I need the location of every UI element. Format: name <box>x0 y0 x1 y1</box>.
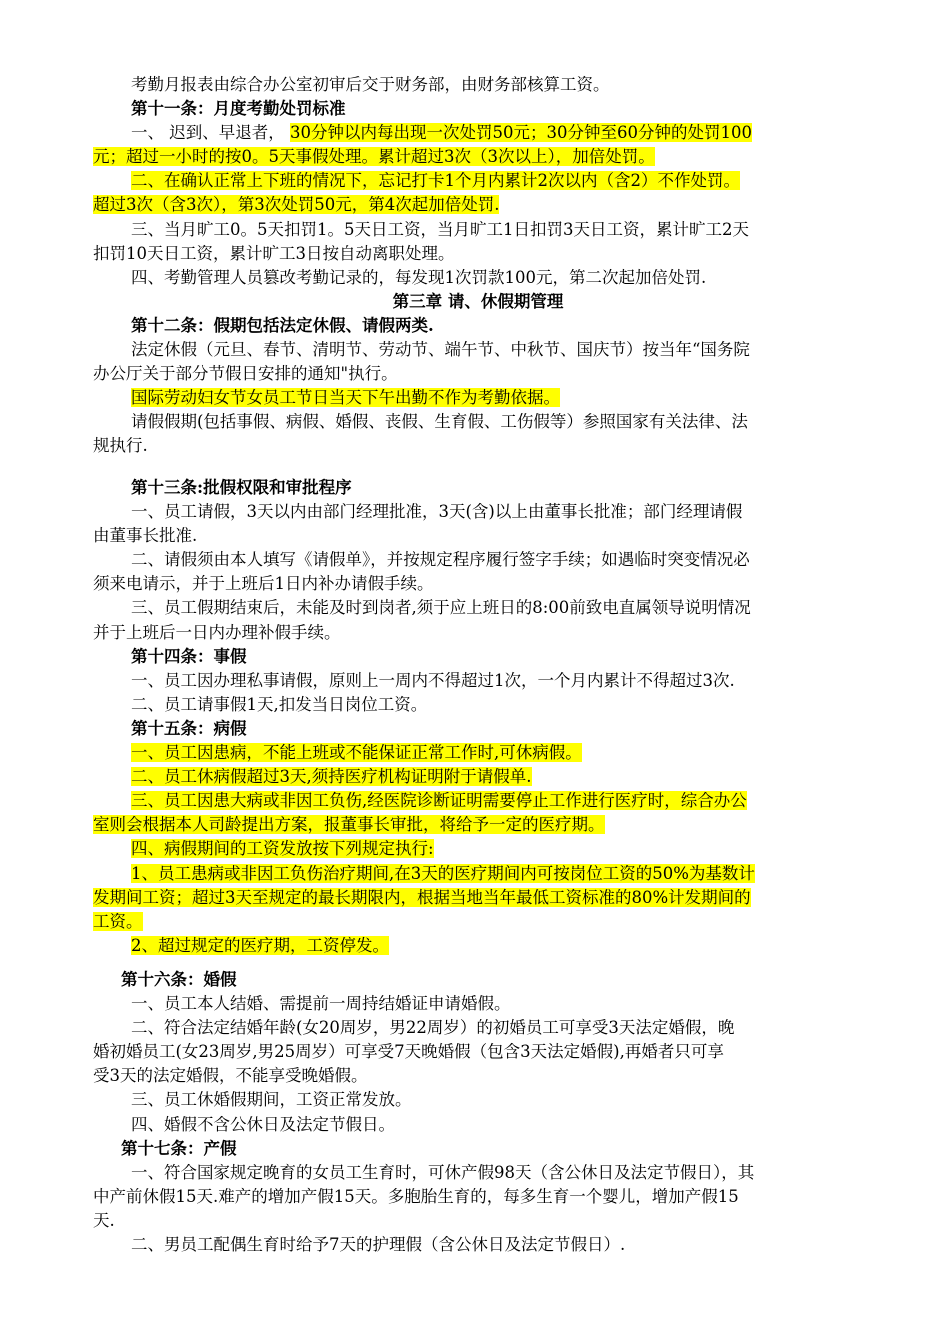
paragraph-line: 四、婚假不含公休日及法定节假日。 <box>131 1114 395 1134</box>
paragraph-line <box>93 837 863 861</box>
article-heading: 第十五条：病假 <box>131 718 247 738</box>
paragraph-line <box>93 741 863 765</box>
highlighted-text: 2、超过规定的医疗期，工资停发。 <box>131 935 389 955</box>
text-block <box>93 476 863 958</box>
paragraph-line <box>93 789 863 813</box>
paragraph-line: 受3天的法定婚假，不能享受晚婚假。 <box>93 1066 368 1086</box>
highlighted-text: 二、在确认正常上下班的情况下，忘记打卡1个月内累计2次以内（含2）不作处罚。 <box>131 171 740 191</box>
paragraph-line: 天. <box>93 1210 115 1230</box>
paragraph-line: 婚初婚员工(女23周岁,男25周岁）可享受7天晚婚假（包含3天法定婚假),再婚者只可享 <box>93 1042 724 1062</box>
highlighted-text: 超过3次（含3次），第3次处罚50元，第4次起加倍处罚. <box>93 195 500 215</box>
paragraph-line <box>93 145 863 169</box>
highlighted-text: 一、员工因患病，不能上班或不能保证正常工作时,可休病假。 <box>131 743 582 763</box>
article-heading: 第十四条：事假 <box>131 646 247 666</box>
paragraph-line: 一、员工因办理私事请假，原则上一周内不得超过1次，一个月内累计不得超过3次. <box>131 670 735 690</box>
paragraph-line <box>93 169 863 193</box>
highlighted-text: 二、员工休病假超过3天,须持医疗机构证明附于请假单. <box>131 767 532 787</box>
paragraph-line <box>93 862 863 886</box>
highlighted-text: 室则会根据本人司龄提出方案，报董事长审批，将给予一定的医疗期。 <box>93 815 605 835</box>
paragraph-line <box>93 813 863 837</box>
paragraph-line <box>93 386 863 410</box>
text-block <box>93 968 863 1257</box>
highlighted-text: 工资。 <box>93 911 143 931</box>
article-heading: 第十六条：婚假 <box>121 970 237 989</box>
article-heading: 第十一条：月度考勤处罚标准 <box>131 99 346 119</box>
paragraph-line: 二、男员工配偶生育时给予7天的护理假（含公休日及法定节假日）. <box>131 1235 626 1255</box>
paragraph-line: 扣罚10天日工资，累计旷工3日按自动离职处理。 <box>93 243 455 263</box>
line-text: 一、 迟到、早退者， <box>131 123 290 143</box>
paragraph-line: 须来电请示，并于上班后1日内补办请假手续。 <box>93 574 434 594</box>
paragraph-line <box>93 934 863 958</box>
highlighted-text: 四、病假期间的工资发放按下列规定执行: <box>131 839 434 859</box>
paragraph-line <box>93 886 863 910</box>
paragraph-line: 一、员工本人结婚、需提前一周持结婚证申请婚假。 <box>131 994 511 1014</box>
paragraph-line <box>93 910 863 934</box>
paragraph-line: 法定休假（元旦、春节、清明节、劳动节、端午节、中秋节、国庆节）按当年“国务院 <box>131 340 750 360</box>
paragraph-line: 请假假期(包括事假、病假、婚假、丧假、生育假、工伤假等）参照国家有关法律、法 <box>131 412 748 432</box>
paragraph-line: 三、当月旷工0。5天扣罚1。5天日工资，当月旷工1日扣罚3天日工资，累计旷工2天 <box>131 219 749 239</box>
highlighted-text: 元；超过一小时的按0。5天事假处理。累计超过3次（3次以上），加倍处罚。 <box>93 147 655 167</box>
paragraph-line: 一、员工请假，3天以内由部门经理批准，3天(含)以上由董事长批准；部门经理请假 <box>131 502 743 522</box>
paragraph-line: 由董事长批准. <box>93 526 198 546</box>
paragraph-line: 规执行. <box>93 436 148 456</box>
text-block <box>93 73 863 459</box>
paragraph-line <box>93 765 863 789</box>
paragraph-line <box>93 193 863 217</box>
paragraph-line <box>93 121 863 145</box>
paragraph-line: 二、请假须由本人填写《请假单》，并按规定程序履行签字手续；如遇临时突变情况必 <box>131 550 750 570</box>
highlighted-text: 30分钟以内每出现一次处罚50元；30分钟至60分钟的处罚100 <box>290 123 752 143</box>
paragraph-line: 三、员工休婚假期间，工资正常发放。 <box>131 1090 412 1110</box>
chapter-heading: 第三章 请、休假期管理 <box>392 291 564 311</box>
paragraph-line: 一、符合国家规定晚育的女员工生育时，可休产假98天（含公休日及法定节假日），其 <box>131 1162 755 1182</box>
paragraph-line: 考勤月报表由综合办公室初审后交于财务部，由财务部核算工资。 <box>131 75 610 94</box>
highlighted-text: 三、员工因患大病或非因工负伤,经医院诊断证明需要停止工作进行医疗时，综合办公 <box>131 791 747 811</box>
paragraph-line: 中产前休假15天.难产的增加产假15天。多胞胎生育的，每多生育一个婴儿，增加产假15 <box>93 1186 739 1206</box>
paragraph-line: 办公厅关于部分节假日安排的通知"执行。 <box>93 364 398 384</box>
article-heading: 第十二条：假期包括法定休假、请假两类. <box>131 315 434 335</box>
article-heading: 第十三条:批假权限和审批程序 <box>131 478 352 497</box>
highlighted-text: 发期间工资；超过3天至规定的最长期限内，根据当地当年最低工资标准的80%计发期间的 <box>93 887 751 907</box>
highlighted-text: 国际劳动妇女节女员工节日当天下午出勤不作为考勤依据。 <box>131 388 560 408</box>
highlighted-text: 1、员工患病或非因工负伤治疗期间,在3天的医疗期间内可按岗位工资的50%为基数计 <box>131 863 755 883</box>
paragraph-line: 二、员工请事假1天,扣发当日岗位工资。 <box>131 694 428 714</box>
paragraph-line: 并于上班后一日内办理补假手续。 <box>93 622 341 642</box>
paragraph-line: 四、考勤管理人员篡改考勤记录的，每发现1次罚款100元，第二次起加倍处罚. <box>131 267 707 287</box>
paragraph-line: 二、符合法定结婚年龄(女20周岁，男22周岁）的初婚员工可享受3天法定婚假，晚 <box>131 1018 735 1038</box>
paragraph-line: 三、员工假期结束后，未能及时到岗者,须于应上班日的8:00前致电直属领导说明情况 <box>131 598 751 618</box>
article-heading: 第十七条：产假 <box>121 1138 237 1158</box>
